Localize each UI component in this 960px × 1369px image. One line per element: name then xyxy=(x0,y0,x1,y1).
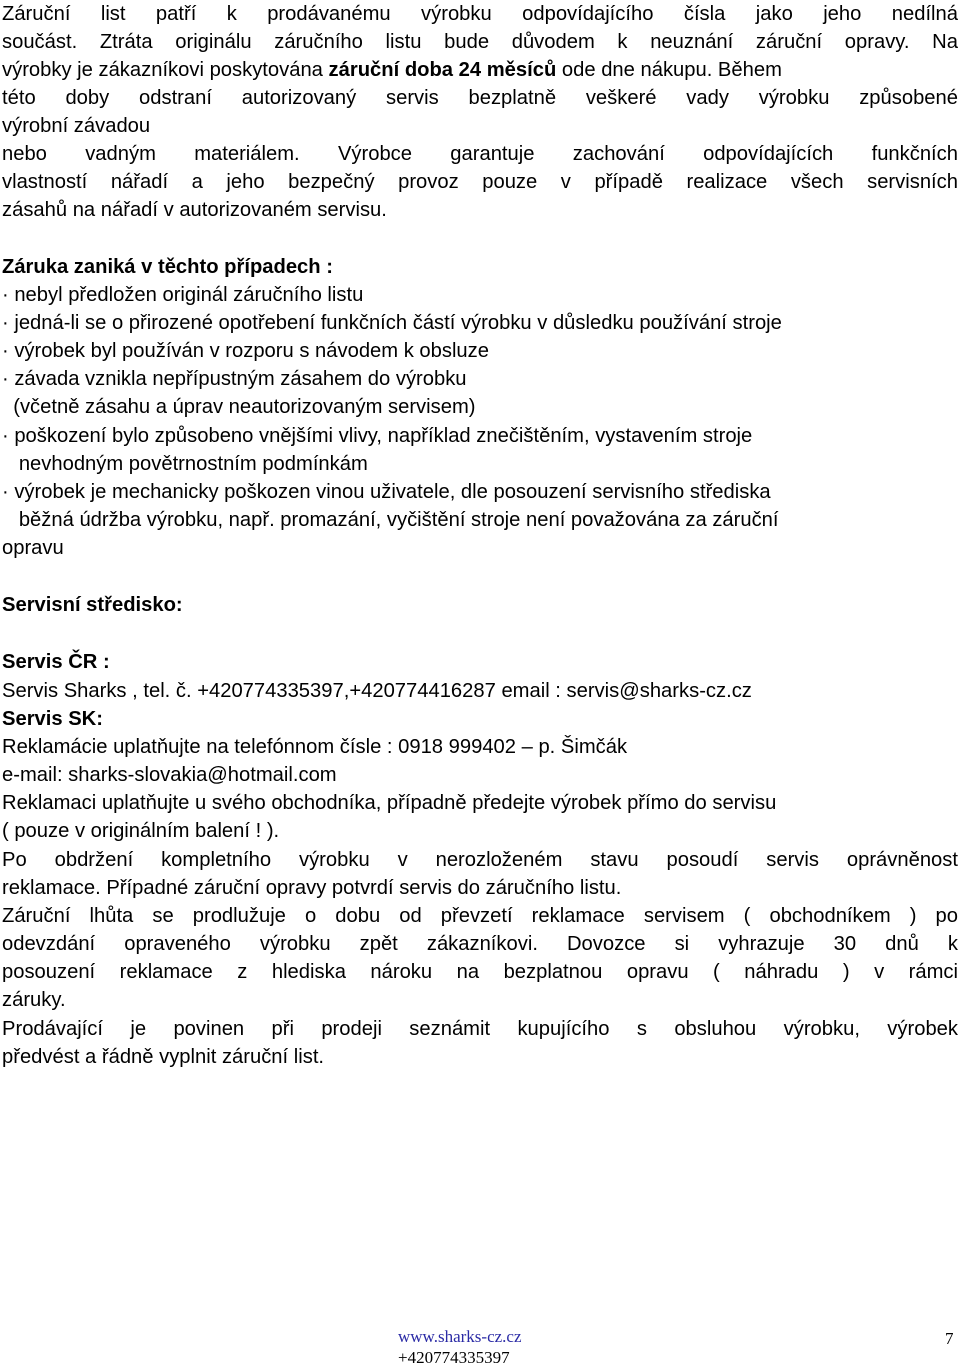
service-cz-contact: Servis Sharks , tel. č. +420774335397,+420774416287 email : servis@sharks-cz.cz xyxy=(2,680,752,702)
warranty-void-item: (včetně zásahu a úprav neautorizovaným servisem) xyxy=(2,396,476,418)
service-paragraph-1-line-2: ( pouze v originálním balení ! ). xyxy=(2,820,280,842)
warranty-void-item: · jedná-li se o přirozené opotřebení funkčních částí výrobku v důsledku používání stroje xyxy=(2,312,782,334)
intro-line-7: vlastností nářadí a jeho bezpečný provoz pouze v případě realizace všech servisních xyxy=(2,171,958,193)
service-sk-heading: Servis SK: xyxy=(2,708,103,730)
service-paragraph-2-line-2: reklamace. Případné záruční opravy potvrdí servis do záručního listu. xyxy=(2,877,622,899)
service-paragraph-2-line-1: Po obdržení kompletního výrobku v nerozloženém stavu posoudí servis oprávněnost xyxy=(2,849,958,871)
service-heading: Servisní středisko: xyxy=(2,594,183,616)
warranty-void-item: · závada vznikla nepřípustným zásahem do výrobku xyxy=(2,368,467,390)
warranty-period: záruční doba 24 měsíců xyxy=(328,59,557,81)
service-paragraph-4-line-1: Prodávající je povinen při prodeji seznámit kupujícího s obsluhou výrobku, výrobek xyxy=(2,1018,958,1040)
warranty-void-heading: Záruka zaniká v těchto případech : xyxy=(2,256,333,278)
service-paragraph-1-line-1: Reklamaci uplatňujte u svého obchodníka, případně předejte výrobek přímo do servisu xyxy=(2,792,777,814)
intro-line-4: této doby odstraní autorizovaný servis bezplatně veškeré vady výrobku způsobené xyxy=(2,87,958,109)
intro-line-5: výrobní závadou xyxy=(2,115,151,137)
service-paragraph-3-line-4: záruky. xyxy=(2,989,66,1011)
warranty-void-item: nevhodným povětrnostním podmínkám xyxy=(2,453,368,475)
service-paragraph-3-line-2: odevzdání opraveného výrobku zpět zákazníkovi. Dovozce si vyhrazuje 30 dnů k xyxy=(2,933,958,955)
service-sk-email: e-mail: sharks-slovakia@hotmail.com xyxy=(2,764,337,786)
footer-website[interactable]: www.sharks-cz.cz xyxy=(398,1327,522,1346)
intro-line-1: Záruční list patří k prodávanému výrobku odpovídajícího čísla jako jeho nedílná xyxy=(2,3,958,25)
warranty-void-item: · poškození bylo způsobeno vnějšími vlivy, například znečištěním, vystavením stroje xyxy=(2,425,753,447)
warranty-void-item: · výrobek byl používán v rozporu s návodem k obsluze xyxy=(2,340,489,362)
warranty-void-item: běžná údržba výrobku, např. promazání, vyčištění stroje není považována za záruční xyxy=(2,509,779,531)
service-cz-heading: Servis ČR : xyxy=(2,651,110,673)
intro-line-3 xyxy=(2,56,782,84)
intro-line-6: nebo vadným materiálem. Výrobce garantuje zachování odpovídajících funkčních xyxy=(2,143,958,165)
warranty-void-item: · nebyl předložen originál záručního listu xyxy=(2,284,364,306)
service-sk-phone: Reklamácie uplatňujte na telefónnom čísle : 0918 999402 – p. Šimčák xyxy=(2,736,628,758)
footer-phone: +420774335397 xyxy=(398,1348,510,1367)
service-paragraph-3-line-1: Záruční lhůta se prodlužuje o dobu od převzetí reklamace servisem ( obchodníkem ) po xyxy=(2,905,958,927)
intro-line-3-start: výrobky je zákazníkovi poskytována xyxy=(2,59,329,81)
page-number: 7 xyxy=(945,1329,954,1348)
intro-line-3-end: ode dne nákupu. Během xyxy=(556,59,782,81)
warranty-void-item: · výrobek je mechanicky poškozen vinou uživatele, dle posouzení servisního střediska xyxy=(2,481,771,503)
service-paragraph-3-line-3: posouzení reklamace z hlediska nároku na bezplatnou opravu ( náhradu ) v rámci xyxy=(2,961,958,983)
intro-line-8: zásahů na nářadí v autorizovaném servisu. xyxy=(2,199,387,221)
service-paragraph-4-line-2: předvést a řádně vyplnit záruční list. xyxy=(2,1046,325,1068)
intro-line-2: součást. Ztráta originálu záručního listu bude důvodem k neuznání záruční opravy. Na xyxy=(2,31,958,53)
warranty-void-item: opravu xyxy=(2,537,64,559)
